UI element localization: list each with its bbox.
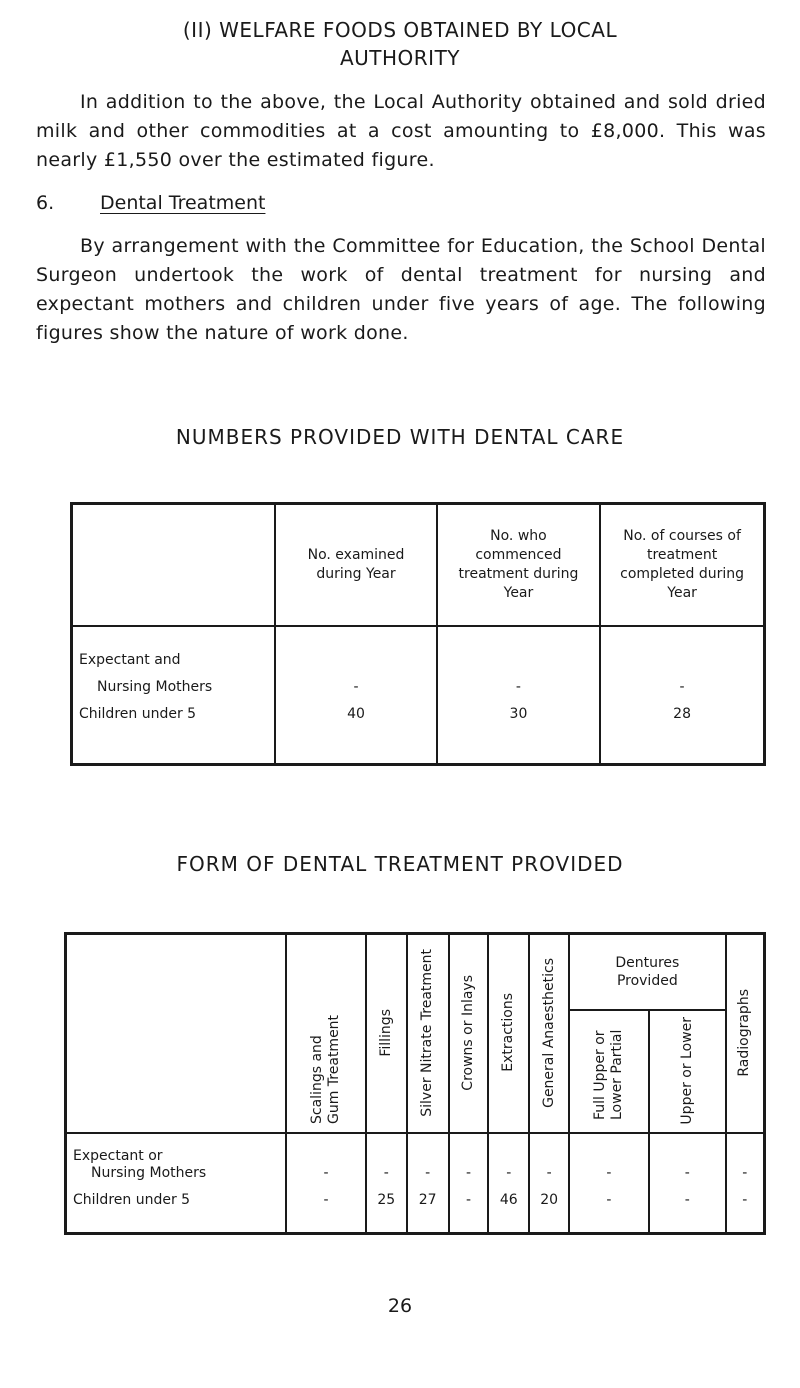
children-commenced: 30 [509,706,528,722]
cell-scalings [286,1133,366,1233]
table-row [72,626,765,765]
table1-title: NUMBERS PROVIDED WITH DENTAL CARE [175,425,625,449]
table-header-row [66,934,765,1010]
header-completed: No. of courses of treatment completed during Year [600,504,764,627]
cell-fillings [366,1133,407,1233]
mothers-crowns: - [465,1165,471,1182]
cell-completed [600,626,764,765]
header-dentures: Dentures Provided [569,934,726,1010]
row-labels [72,626,276,765]
header-fillings-cell [366,934,407,1134]
header-full-upper-cell [569,1010,649,1134]
children-silver-nitrate: 27 [418,1192,437,1209]
header-anaesthetics-cell [529,934,569,1134]
children-upper-lower: - [684,1192,690,1209]
mothers-anaesthetics: - [546,1165,552,1182]
mothers-commenced: - [515,679,521,695]
mothers-fillings: - [383,1165,389,1182]
header-silver-nitrate: Silver Nitrate Treatment [419,948,436,1117]
header-extractions: Extractions [500,993,517,1072]
mothers-completed: - [679,679,685,695]
section-number: 6. [36,192,55,214]
cell-full-upper [569,1133,649,1233]
table-row [66,1133,765,1233]
cell-anaesthetics [529,1133,569,1233]
header-crowns: Crowns or Inlays [459,974,476,1091]
paragraph-welfare-foods: In addition to the above, the Local Authority obtained and sold dried milk and other commodities at a cost amounting to £8,000. This was nearly £1,550 over the estimated figure. [36,91,766,171]
row-label-expectant: Expectant or [73,1148,163,1165]
table-header-row [72,504,765,627]
page-number: 26 [387,1295,413,1317]
row-label-children: Children under 5 [79,706,197,722]
mothers-extractions: - [506,1165,512,1182]
header-commenced: No. who commenced treatment during Year [437,504,600,627]
cell-crowns [449,1133,489,1233]
header-fillings: Fillings [377,1008,394,1057]
header-upper-lower: Upper or Lower [678,1016,695,1125]
cell-silver-nitrate [407,1133,449,1233]
children-crowns: - [465,1192,471,1209]
children-radiographs: - [742,1192,748,1209]
row-label-expectant: Expectant and [79,652,181,668]
mothers-examined: - [353,679,359,695]
header-anaesthetics: General Anaesthetics [540,957,557,1108]
header-silver-nitrate-cell [407,934,449,1134]
header-radiographs: Radiographs [736,988,753,1077]
children-examined: 40 [347,706,365,722]
header-upper-lower-cell [649,1010,726,1134]
row-label-nursing: Nursing Mothers [91,1165,207,1182]
table2-title: FORM OF DENTAL TREATMENT PROVIDED [176,852,624,876]
row-label-nursing: Nursing Mothers [97,679,213,695]
section-title [36,192,265,214]
header-crowns-cell [449,934,489,1134]
header-examined: No. examined during Year [275,504,436,627]
heading-line-1: (II) WELFARE FOODS OBTAINED BY LOCAL [182,18,618,42]
cell-commenced [437,626,600,765]
mothers-silver-nitrate: - [425,1165,431,1182]
section-name: Dental Treatment [100,192,266,214]
mothers-full-upper: - [606,1165,612,1182]
heading-line-2: AUTHORITY [339,46,461,70]
section-heading [0,16,800,72]
header-extractions-cell [488,934,529,1134]
header-scalings-cell [286,934,366,1134]
row-labels [66,1133,287,1233]
header-scalings: Scalings and Gum Treatment [309,1015,343,1125]
children-anaesthetics: 20 [540,1192,559,1209]
children-fillings: 25 [377,1192,396,1209]
children-full-upper: - [606,1192,612,1209]
dental-care-table [70,502,766,766]
header-full-upper: Full Upper or Lower Partial [591,1029,625,1121]
row-label-children: Children under 5 [73,1192,191,1209]
mothers-radiographs: - [742,1165,748,1182]
cell-extractions [488,1133,529,1233]
children-extractions: 46 [499,1192,518,1209]
cell-examined [275,626,436,765]
mothers-scalings: - [323,1165,329,1182]
children-scalings: - [323,1192,329,1209]
cell-radiographs [726,1133,765,1233]
header-blank [66,934,287,1134]
children-completed: 28 [673,706,691,722]
paragraph-dental-arrangement: By arrangement with the Committee for Education, the School Dental Surgeon undertook the work of dental treatment for nursing and expectant mothers and children under five years of age. The following figures show the nature of work done. [36,235,766,344]
dental-treatment-table [64,932,766,1235]
header-radiographs-cell [726,934,765,1134]
cell-upper-lower [649,1133,726,1233]
mothers-upper-lower: - [684,1165,690,1182]
header-blank [72,504,276,627]
